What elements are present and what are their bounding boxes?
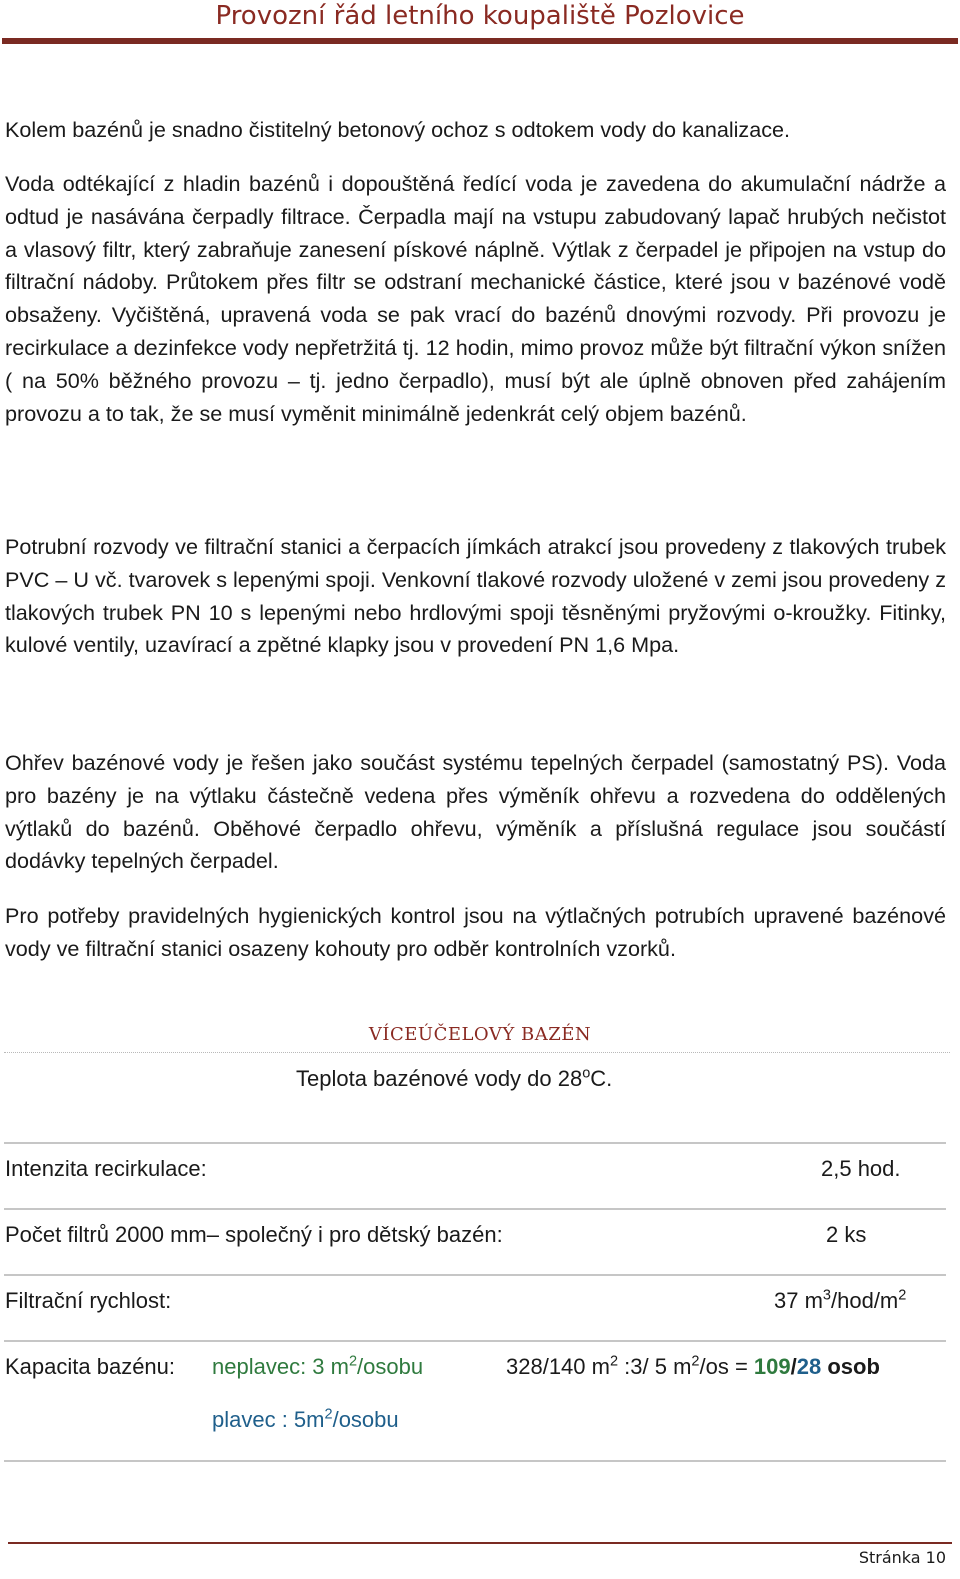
capacity-label: Kapacita bazénu: — [5, 1354, 176, 1379]
capacity-swimmer: plavec : $5m^2$/osobu — [212, 1406, 399, 1432]
capacity-calculation: 328/140 $m^2$ :3/ 5 $m^2/os = 109/28$ osob — [506, 1353, 880, 1379]
section-divider — [4, 1052, 950, 1053]
page-number: Stránka 10 — [858, 1548, 946, 1567]
capacity-result-swimmer: 28 — [796, 1354, 822, 1379]
page-header — [0, 0, 960, 48]
capacity-nonswimmer: neplavec: 3 $m^2$/osobu — [212, 1353, 424, 1379]
paragraph-piping: Potrubní rozvody ve filtrační stanici a čerpacích jímkách atrakcí jsou provedeny z tlakových trubek PVC – U vč. tvarovek s lepenými spoji. Venkovní tlakové rozvody uložené v zemi jsou provedeny z tlakových trubek PN 10 s lepenými nebo hrdlovými spoji těsněnými pryžovými o-kroužky. Fitinky, kulové ventily, uzavírací a zpětné klapky jsou v provedení PN 1,6 Mpa. — [5, 534, 946, 658]
header-rule — [2, 38, 958, 44]
paragraph-hygiene: Pro potřeby pravidelných hygienických kontrol jsou na výtlačných potrubích upravené bazénové vody ve filtrační stanici osazeny kohouty pro odběr kontrolních vzorků. — [5, 903, 946, 961]
document-title: Provozní řád letního koupaliště Pozlovice — [215, 1, 745, 31]
page-footer — [0, 1530, 960, 1579]
filtration-speed-label: Filtrační rychlost: — [5, 1288, 172, 1313]
capacity-result-nonswimmer: 109 — [753, 1354, 791, 1379]
recirculation-label: Intenzita recirkulace: — [5, 1156, 207, 1181]
paragraph-filtration: Voda odtékající z hladin bazénů i dopouštěná ředící voda je zavedena do akumulační nádrže a odtud je nasávána čerpadly filtrace. Čerpadla mají na vstupu zabudovaný lapač hrubých nečistot a vlasový filtr, který zabraňuje zanesení pískové náplně. Výtlak z čerpadel je připojen na vstup do filtrační nádoby. Průtokem přes filtr se odstraní mechanické částice, které jsou v bazénové vodě obsaženy. Vyčištěná, upravená voda se pak vrací do bazénů dnovými rozvody. Při provozu je recirkulace a dezinfekce vody nepřetržitá tj. 12 hodin, mimo provoz může být filtrační výkon snížen ( na 50% běžného provozu – tj. jedno čerpadlo), musí být ale úplně obnoven před zahájením provozu a to tak, že se musí vyměnit minimálně jedenkrát celý objem bazénů. — [5, 171, 946, 426]
paragraph-walkway: Kolem bazénů je snadno čistitelný betonový ochoz s odtokem vody do kanalizace. — [5, 117, 791, 142]
filtration-speed-value: 37 $m^3/hod/m^2$ — [774, 1287, 907, 1313]
filters-value: 2 ks — [826, 1222, 867, 1247]
table-rule — [4, 1208, 946, 1210]
table-rule — [4, 1274, 946, 1276]
recirculation-value: 2,5 hod. — [821, 1156, 901, 1181]
footer-rule — [8, 1542, 952, 1544]
table-rule — [4, 1142, 946, 1144]
filters-label: Počet filtrů 2000 mm– společný i pro dětský bazén: — [5, 1222, 503, 1247]
section-title: VÍCEÚČELOVÝ BAZÉN — [368, 1024, 592, 1045]
table-rule — [4, 1460, 946, 1462]
water-temperature: Teplota bazénové vody do 28$^o$C. — [296, 1065, 613, 1091]
paragraph-heating: Ohřev bazénové vody je řešen jako součást systému tepelných čerpadel (samostatný PS). Voda pro bazény je na výtlaku částečně vedena přes výměník ohřevu a rozvedena do oddělených výtlaků do bazénů. Oběhové čerpadlo ohřevu, výměník a příslušná regulace jsou součástí dodávky tepelných čerpadel. — [5, 750, 946, 874]
table-rule — [4, 1340, 946, 1342]
